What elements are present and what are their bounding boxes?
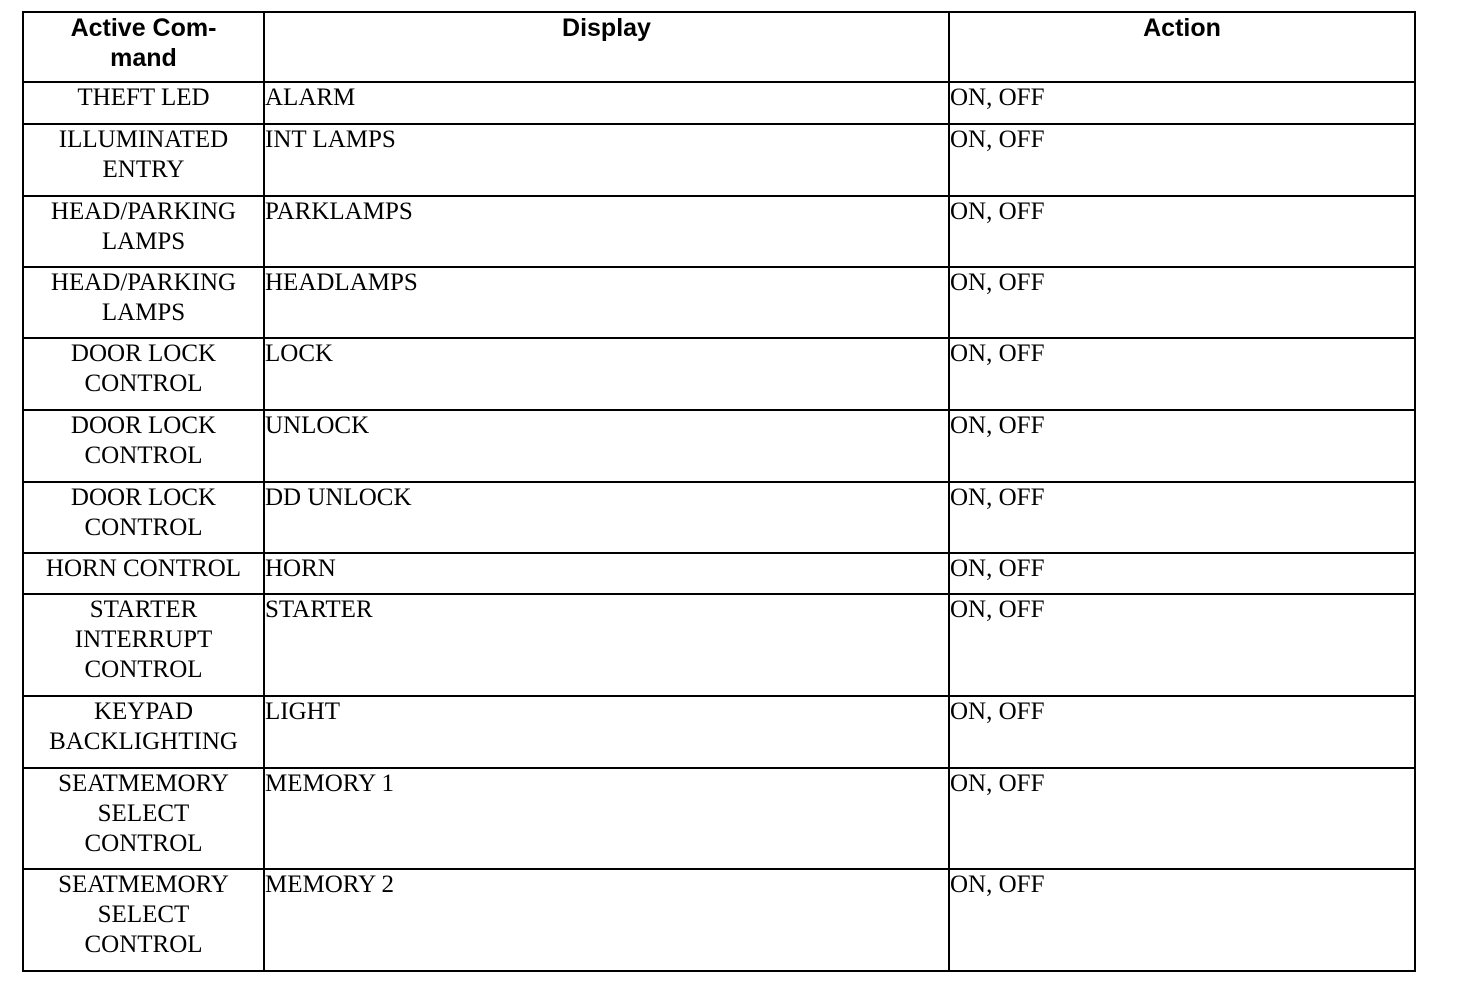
display-cell: ALARM [264,82,949,124]
display-cell: HORN [264,553,949,594]
display-cell: MEMORY 1 [264,768,949,869]
action-cell: ON, OFF [949,338,1415,410]
display-cell: HEADLAMPS [264,267,949,338]
table-row [23,196,1415,267]
command-cell: DOOR LOCK CONTROL [23,410,264,482]
display-cell: INT LAMPS [264,124,949,196]
table-row [23,768,1415,869]
action-cell: ON, OFF [949,196,1415,267]
table-row [23,267,1415,338]
table-row [23,553,1415,594]
command-cell: HORN CONTROL [23,553,264,594]
table-row [23,338,1415,410]
action-cell: ON, OFF [949,267,1415,338]
table-row [23,82,1415,124]
display-cell: DD UNLOCK [264,482,949,553]
action-cell: ON, OFF [949,594,1415,696]
display-cell: STARTER [264,594,949,696]
command-cell: STARTER INTERRUPT CONTROL [23,594,264,696]
header-row [23,12,1415,82]
action-cell: ON, OFF [949,410,1415,482]
active-command-table [22,11,1416,972]
action-cell: ON, OFF [949,482,1415,553]
command-cell: ILLUMINATED ENTRY [23,124,264,196]
display-cell: LOCK [264,338,949,410]
command-cell: HEAD/PARKING LAMPS [23,267,264,338]
action-cell: ON, OFF [949,553,1415,594]
table-row [23,869,1415,971]
command-cell: SEATMEMORY SELECT CONTROL [23,768,264,869]
action-cell: ON, OFF [949,768,1415,869]
action-cell: ON, OFF [949,82,1415,124]
display-cell: UNLOCK [264,410,949,482]
table-row [23,124,1415,196]
command-cell: SEATMEMORY SELECT CONTROL [23,869,264,971]
header-display: Display [264,12,949,82]
table-row [23,410,1415,482]
table-row [23,594,1415,696]
display-cell: PARKLAMPS [264,196,949,267]
display-cell: LIGHT [264,696,949,768]
table-row [23,482,1415,553]
command-cell: KEYPAD BACKLIGHTING [23,696,264,768]
header-active-command: Active Com- mand [23,12,264,82]
command-cell: THEFT LED [23,82,264,124]
action-cell: ON, OFF [949,696,1415,768]
header-action: Action [949,12,1415,82]
command-cell: DOOR LOCK CONTROL [23,338,264,410]
command-cell: HEAD/PARKING LAMPS [23,196,264,267]
action-cell: ON, OFF [949,124,1415,196]
display-cell: MEMORY 2 [264,869,949,971]
command-cell: DOOR LOCK CONTROL [23,482,264,553]
table-row [23,696,1415,768]
action-cell: ON, OFF [949,869,1415,971]
